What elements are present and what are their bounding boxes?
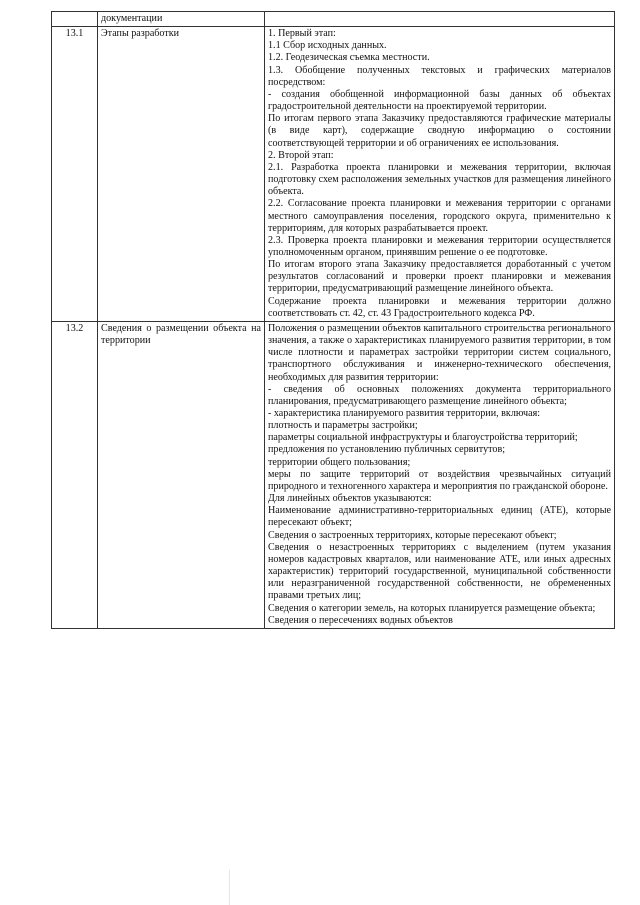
table-row	[52, 27, 615, 322]
paragraph: 1.2. Геодезическая съемка местности.	[268, 52, 430, 64]
paragraph: 2. Второй этап:	[268, 149, 334, 161]
paragraph: Для линейных объектов указываются:	[268, 493, 432, 505]
paragraph: параметры социальной инфраструктуры и благоустройства территорий;	[268, 432, 578, 444]
row-title	[98, 12, 265, 27]
table-row	[52, 12, 615, 27]
row-number: 13.2	[52, 321, 98, 628]
paragraph: 2.3. Проверка проекта планировки и межевания территории осуществляется уполномоченным органом, принявшим решение о ее подготовке.	[268, 234, 611, 258]
paragraph: По итогам первого этапа Заказчику предоставляются графические материалы (в виде карт), содержащие сводную информацию о состоянии соответствующей территории и об ограничениях ее использования.	[268, 113, 611, 149]
paragraph: Содержание проекта планировки и межевания территории должно соответствовать ст. 42, ст. 43 Градостроительного кодекса РФ.	[268, 295, 611, 319]
paragraph: предложения по установлению публичных сервитутов;	[268, 444, 506, 456]
row-title-text: документации	[101, 13, 163, 24]
paragraph: 2.1. Разработка проекта планировки и межевания территории, включая подготовку схем расположения земельных участков для размещения линейного объекта.	[268, 161, 611, 198]
requirements-table	[51, 11, 615, 629]
paragraph: - сведения об основных положениях документа территориального планирования, предусматривающего размещение линейного объекта;	[268, 383, 611, 407]
paragraph: 1.1 Сбор исходных данных.	[268, 40, 387, 52]
paragraph: Наименование административно-территориальных единиц (АТЕ), которые пересекают объект;	[268, 505, 611, 529]
row-title-text: Сведения о размещении объекта на территории	[101, 322, 261, 347]
paragraph: Сведения о застроенных территориях, которые пересекают объект;	[268, 529, 557, 541]
row-title	[98, 27, 265, 322]
row-content	[265, 321, 615, 628]
paragraph: По итогам второго этапа Заказчику предоставляется доработанный с учетом результатов согласований и проверки проект планировки и межевания территории, предусматривающий размещение линейного объекта.	[268, 259, 611, 295]
table-row	[52, 321, 615, 628]
paragraph: плотность и параметры застройки;	[268, 420, 418, 432]
paragraph: Положения о размещении объектов капитального строительства регионального значения, а также о характеристиках планируемого развития территории, в том числе плотности и параметрах застройки территории систем социального, транспортного обслуживания и инженерно-технического обеспечения, необходимых для развития территории:	[268, 322, 611, 383]
paragraph: 1.3. Обобщение полученных текстовых и графических материалов посредством:	[268, 64, 611, 88]
paragraph: территории общего пользования;	[268, 456, 411, 468]
paragraph: меры по защите территорий от воздействия чрезвычайных ситуаций природного и техногенного характера и мероприятия по гражданской обороне.	[268, 468, 611, 492]
row-title-text: Этапы разработки	[101, 28, 180, 40]
row-content	[265, 27, 615, 322]
paragraph: Сведения о пересечениях водных объектов	[268, 614, 453, 626]
row-number	[52, 12, 98, 27]
paragraph: - характеристика планируемого развития территории, включая:	[268, 408, 541, 419]
row-content	[265, 12, 615, 27]
row-number: 13.1	[52, 27, 98, 322]
paragraph: 2.2. Согласование проекта планировки и межевания территории с органами местного самоуправления поселения, городского округа, применительно к территориям, для которых разрабатывается проект.	[268, 198, 611, 234]
paragraph: Сведения о категории земель, на которых планируется размещение объекта;	[268, 602, 596, 614]
paragraph: Сведения о незастроенных территориях с выделением (путем указания номеров кадастровых кварталов, или наименование АТЕ, или иных адресных характеристик) территорий государственной, муниципальной собственности или неразграниченной государственной собственности, не обремененных правами третьих лиц;	[268, 541, 611, 602]
paragraph: - создания обобщенной информационной базы данных об объектах градостроительной деятельности на проектируемой территории.	[268, 88, 611, 113]
row-title	[98, 321, 265, 628]
scan-artifact-line	[229, 870, 230, 905]
paragraph: 1. Первый этап:	[268, 28, 336, 40]
